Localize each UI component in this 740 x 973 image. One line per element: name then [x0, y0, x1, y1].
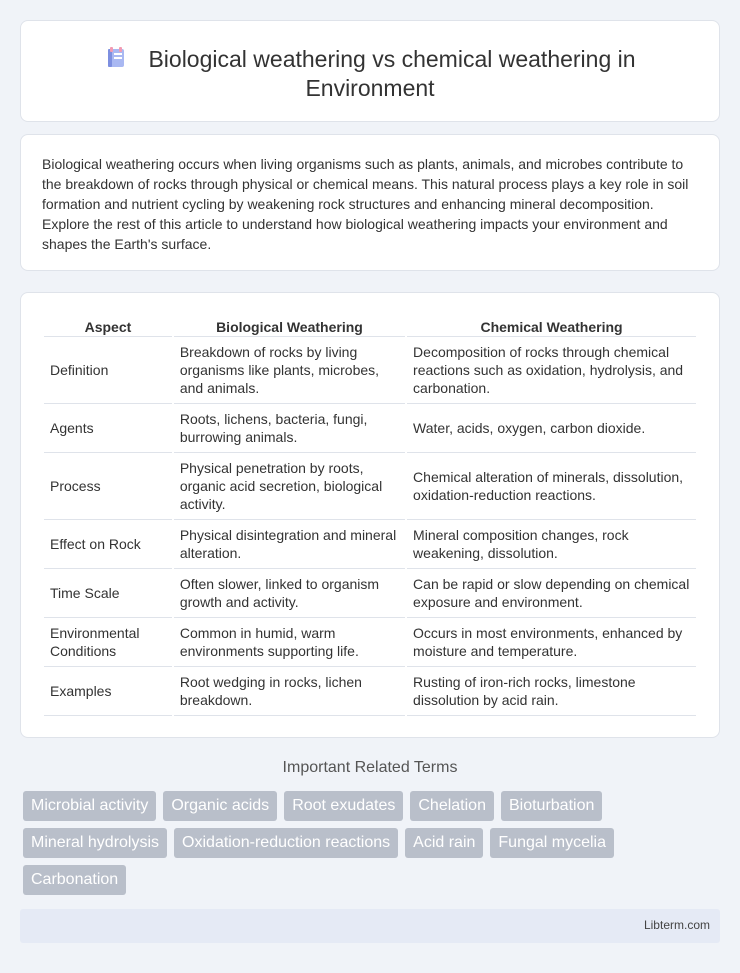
page-title	[21, 45, 719, 103]
row-aspect: Environmental Conditions	[44, 618, 172, 667]
row-biological: Roots, lichens, bacteria, fungi, burrowing animals.	[174, 404, 405, 453]
title-line-2: Environment	[305, 75, 435, 101]
related-term-tag[interactable]: Root exudates	[284, 791, 403, 821]
row-biological: Physical disintegration and mineral alteration.	[174, 520, 405, 569]
row-aspect: Process	[44, 453, 172, 520]
related-term-tag[interactable]: Fungal mycelia	[490, 828, 614, 858]
row-aspect: Definition	[44, 337, 172, 404]
table-row	[44, 337, 696, 404]
related-term-tag[interactable]: Bioturbation	[501, 791, 602, 821]
row-chemical: Decomposition of rocks through chemical reactions such as oxidation, hydrolysis, and carbonation.	[407, 337, 696, 404]
row-biological: Often slower, linked to organism growth and activity.	[174, 569, 405, 618]
related-term-tag[interactable]: Carbonation	[23, 865, 126, 895]
table-row	[44, 667, 696, 716]
row-chemical: Can be rapid or slow depending on chemical exposure and environment.	[407, 569, 696, 618]
row-aspect: Time Scale	[44, 569, 172, 618]
related-term-tag[interactable]: Mineral hydrolysis	[23, 828, 167, 858]
related-terms-title: Important Related Terms	[282, 759, 458, 776]
row-biological: Breakdown of rocks by living organisms like plants, microbes, and animals.	[174, 337, 405, 404]
intro-card	[20, 134, 720, 271]
related-term-tag[interactable]: Acid rain	[405, 828, 483, 858]
row-biological: Common in humid, warm environments supporting life.	[174, 618, 405, 667]
header-biological: Biological Weathering	[174, 315, 405, 337]
row-biological: Physical penetration by roots, organic acid secretion, biological activity.	[174, 453, 405, 520]
footer-site-link[interactable]: Libterm.com	[643, 918, 710, 932]
row-chemical: Rusting of iron-rich rocks, limestone dissolution by acid rain.	[407, 667, 696, 716]
related-term-tag[interactable]: Organic acids	[163, 791, 277, 821]
row-biological: Root wedging in rocks, lichen breakdown.	[174, 667, 405, 716]
book-icon	[104, 46, 128, 70]
header-chemical: Chemical Weathering	[407, 315, 696, 337]
table-row	[44, 569, 696, 618]
row-aspect: Effect on Rock	[44, 520, 172, 569]
related-term-tag[interactable]: Chelation	[410, 791, 494, 821]
related-term-tag[interactable]: Microbial activity	[23, 791, 156, 821]
row-aspect: Agents	[44, 404, 172, 453]
header-aspect: Aspect	[44, 315, 172, 337]
comparison-card	[20, 292, 720, 738]
comparison-table	[42, 315, 698, 716]
footer	[20, 909, 720, 943]
row-aspect: Examples	[44, 667, 172, 716]
table-header-row	[44, 315, 696, 337]
table-row	[44, 404, 696, 453]
row-chemical: Occurs in most environments, enhanced by moisture and temperature.	[407, 618, 696, 667]
intro-paragraph: Biological weathering occurs when living organisms such as plants, animals, and microbes contribute to the breakdown of rocks through physical or chemical means. This natural process plays a key role in soil formation and nutrient cycling by weakening rock structures and enhancing mineral decomposition. Explore the rest of this article to understand how biological weathering impacts your environment and shapes the Earth's surface.	[42, 156, 689, 252]
related-term-tag[interactable]: Oxidation-reduction reactions	[174, 828, 398, 858]
title-line-1: Biological weathering vs chemical weathering in	[148, 46, 636, 72]
table-row	[44, 618, 696, 667]
row-chemical: Chemical alteration of minerals, dissolution, oxidation-reduction reactions.	[407, 453, 696, 520]
row-chemical: Water, acids, oxygen, carbon dioxide.	[407, 404, 696, 453]
table-row	[44, 453, 696, 520]
title-card	[20, 20, 720, 122]
row-chemical: Mineral composition changes, rock weakening, dissolution.	[407, 520, 696, 569]
table-row	[44, 520, 696, 569]
related-terms-list	[23, 791, 723, 895]
